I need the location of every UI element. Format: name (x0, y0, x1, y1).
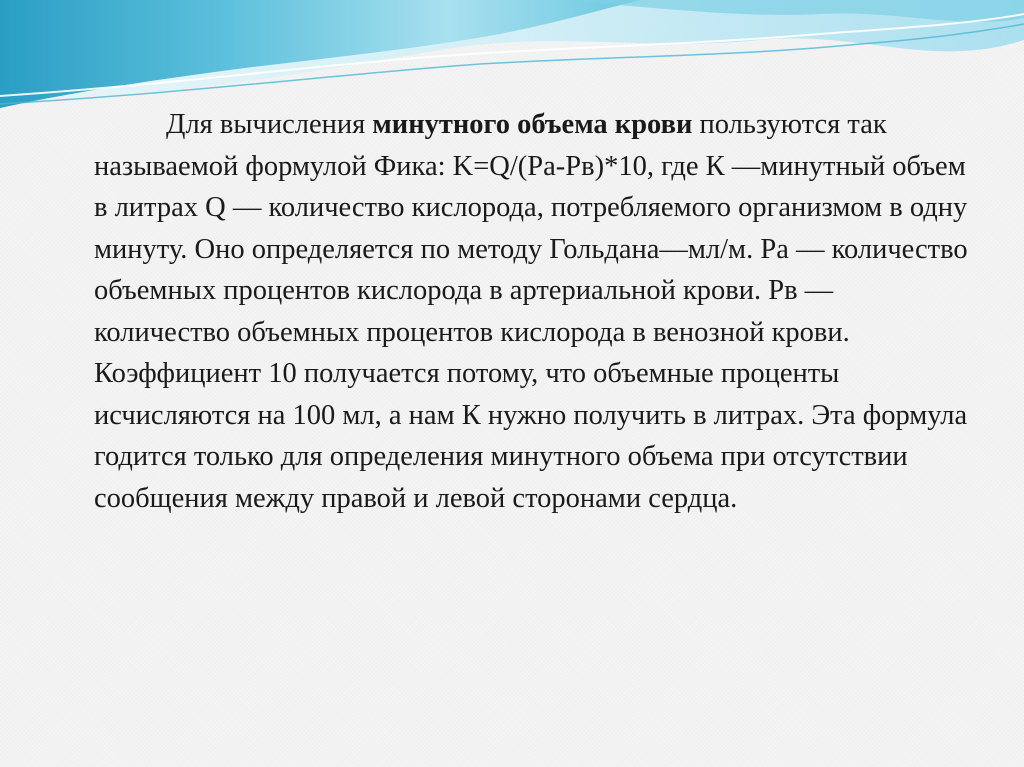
paragraph-rest: пользуются так называемой формулой Фика: K=Q/(Ра-Рв)*10, где К —минутный объем в литрах Q — количество кислорода, потребляемого организмом в одну минуту. Оно определяется по методу Гольдана—мл/м. Ра — количество объемных процентов кислорода в артериальной крови. Рв — количество объемных процентов кислорода в венозной крови. Коэффициент 10 получается потому, что объемные проценты исчисляются на 100 мл, а нам К нужно получить в литрах. Эта формула годится только для определения минутного объема при отсутствии сообщения между правой и левой сторонами сердца. (94, 109, 968, 514)
paragraph-bold-term: минутного объема крови (372, 109, 693, 140)
body-paragraph (94, 104, 974, 519)
paragraph-intro: Для вычисления (166, 109, 373, 140)
header-wave-decoration (0, 0, 1024, 120)
